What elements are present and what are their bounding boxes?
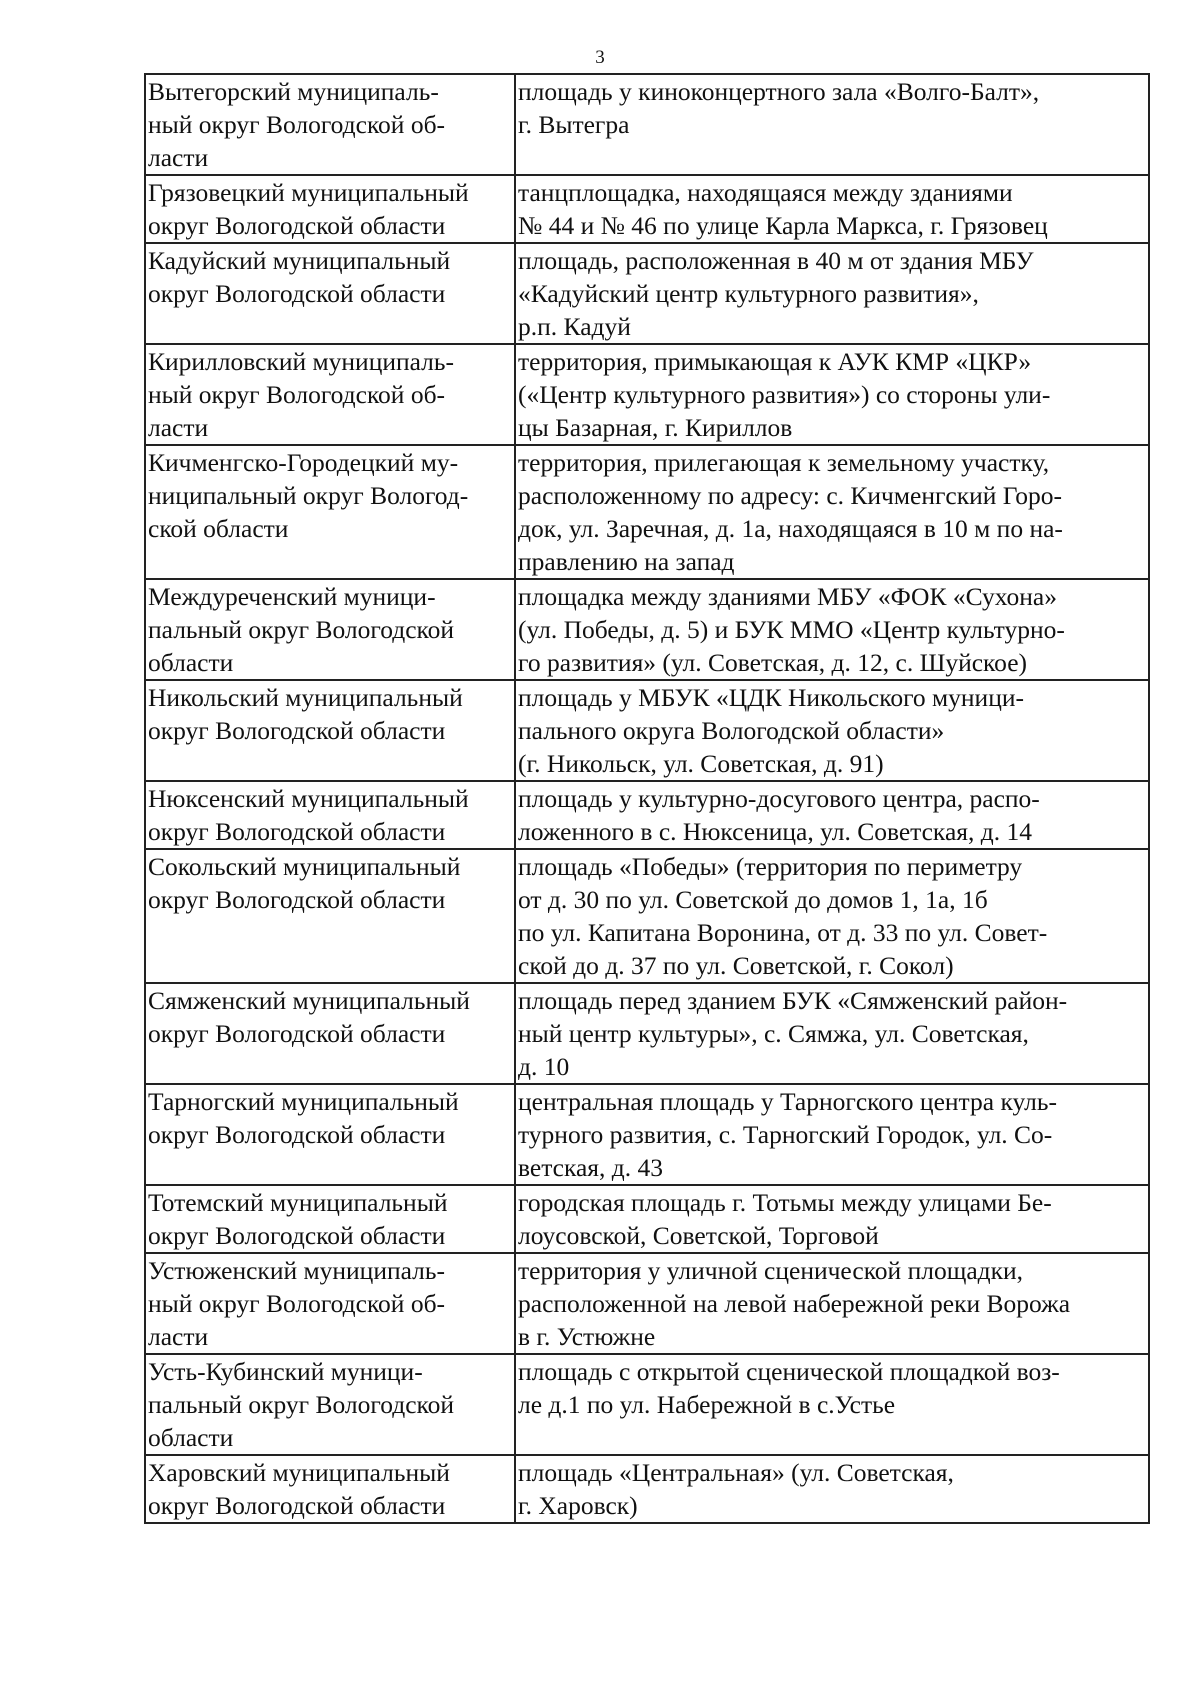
district-cell-line: Грязовецкий муниципальный [148,178,469,207]
table-row [145,1185,1149,1253]
district-cell-line: Кичменгско-Городецкий му- [148,448,459,477]
district-cell-line: Вытегорский муниципаль- [148,77,439,106]
location-cell-line: г. Вытегра [518,110,630,139]
location-cell-line: танцплощадка, находящаяся между зданиями [518,178,1013,207]
district-cell [145,983,515,1084]
district-cell-line: ный округ Вологодской об- [148,1289,446,1318]
location-cell-line: пального округа Вологодской области» [518,716,945,745]
location-cell-line: в г. Устюжне [518,1322,656,1351]
location-cell-line: от д. 30 по ул. Советской до домов 1, 1а, 1б [518,885,988,914]
location-cell-line: расположенной на левой набережной реки Ворожа [518,1289,1071,1318]
district-cell-line: округ Вологодской области [148,1019,446,1048]
location-cell-line: расположенному по адресу: с. Кичменгский Горо- [518,481,1063,510]
location-cell-line: площадь у МБУК «ЦДК Никольского муници- [518,683,1024,712]
district-cell-line: ласти [148,1322,209,1351]
district-cell-line: Кирилловский муниципаль- [148,347,455,376]
location-cell-line: ветская, д. 43 [518,1153,664,1182]
district-cell [145,680,515,781]
location-cell-line: док, ул. Заречная, д. 1а, находящаяся в 10 м по на- [518,514,1063,543]
district-cell-line: Сямженский муниципальный [148,986,470,1015]
table-row [145,781,1149,849]
location-cell [515,781,1149,849]
location-cell-line: территория у уличной сценической площадки, [518,1256,1024,1285]
district-cell [145,1084,515,1185]
location-cell-line: площадь, расположенная в 40 м от здания МБУ [518,246,1034,275]
location-cell-line: лоусовской, Советской, Торговой [518,1221,879,1250]
location-cell [515,74,1149,175]
location-cell-line: площадь перед зданием БУК «Сямженский район- [518,986,1068,1015]
district-cell-line: Междуреченский муници- [148,582,436,611]
district-cell-line: Сокольский муниципальный [148,852,461,881]
table-row [145,243,1149,344]
table-row [145,1354,1149,1455]
district-cell-line: Никольский муниципальный [148,683,463,712]
location-cell-line: р.п. Кадуй [518,312,631,341]
table-row [145,579,1149,680]
location-cell-line: площадь с открытой сценической площадкой воз- [518,1357,1060,1386]
district-cell-line: Кадуйский муниципальный [148,246,451,275]
location-cell-line: д. 10 [518,1052,570,1081]
district-cell-line: области [148,648,234,677]
district-cell-line: ниципальный округ Вологод- [148,481,469,510]
table-row [145,445,1149,579]
location-cell [515,344,1149,445]
location-cell-line: площадь у киноконцертного зала «Волго-Балт», [518,77,1040,106]
location-cell [515,1084,1149,1185]
district-cell-line: ный округ Вологодской об- [148,110,446,139]
location-cell [515,1185,1149,1253]
location-cell [515,680,1149,781]
location-cell [515,1354,1149,1455]
location-cell-line: площадь «Победы» (территория по периметру [518,852,1023,881]
district-cell-line: ласти [148,143,209,172]
table-row [145,849,1149,983]
location-cell [515,445,1149,579]
district-cell [145,1354,515,1455]
location-cell-line: городская площадь г. Тотьмы между улицами Бе- [518,1188,1052,1217]
district-cell-line: Усть-Кубинский муници- [148,1357,423,1386]
venues-table [144,73,1150,1524]
table-row [145,175,1149,243]
location-cell [515,1253,1149,1354]
district-cell [145,579,515,680]
location-cell-line: «Кадуйский центр культурного развития», [518,279,979,308]
table-row [145,1084,1149,1185]
location-cell-line: центральная площадь у Тарногского центра куль- [518,1087,1057,1116]
district-cell [145,243,515,344]
district-cell [145,344,515,445]
location-cell [515,175,1149,243]
location-cell-line: ный центр культуры», с. Сямжа, ул. Советская, [518,1019,1029,1048]
location-cell-line: территория, примыкающая к АУК КМР «ЦКР» [518,347,1032,376]
district-cell-line: Тотемский муниципальный [148,1188,448,1217]
district-cell [145,445,515,579]
location-cell-line: площадь «Центральная» (ул. Советская, [518,1458,954,1487]
district-cell-line: округ Вологодской области [148,279,446,308]
location-cell [515,243,1149,344]
location-cell-line: г. Харовск) [518,1491,638,1520]
district-cell [145,1253,515,1354]
page-number: 3 [595,47,605,68]
district-cell [145,74,515,175]
district-cell [145,1185,515,1253]
district-cell [145,781,515,849]
district-cell-line: округ Вологодской области [148,1491,446,1520]
location-cell [515,579,1149,680]
district-cell-line: ный округ Вологодской об- [148,380,446,409]
location-cell-line: цы Базарная, г. Кириллов [518,413,793,442]
district-cell-line: ской области [148,514,289,543]
district-cell-line: Нюксенский муниципальный [148,784,469,813]
table-row [145,344,1149,445]
location-cell-line: территория, прилегающая к земельному участку, [518,448,1050,477]
table-row [145,680,1149,781]
location-cell-line: го развития» (ул. Советская, д. 12, с. Шуйское) [518,648,1028,677]
district-cell-line: округ Вологодской области [148,1221,446,1250]
location-cell-line: правлению на запад [518,547,735,576]
location-cell [515,1455,1149,1523]
district-cell [145,1455,515,1523]
district-cell-line: округ Вологодской области [148,716,446,745]
location-cell-line: («Центр культурного развития») со стороны ули- [518,380,1051,409]
location-cell [515,849,1149,983]
location-cell-line: (ул. Победы, д. 5) и БУК ММО «Центр культурно- [518,615,1065,644]
district-cell [145,175,515,243]
location-cell-line [518,1421,1146,1454]
venues-table-body [145,74,1149,1523]
table-row [145,983,1149,1084]
district-cell-line: округ Вологодской области [148,817,446,846]
district-cell-line: области [148,1423,234,1452]
location-cell-line: площадка между зданиями МБУ «ФОК «Сухона» [518,582,1057,611]
district-cell [145,849,515,983]
district-cell-line: ласти [148,413,209,442]
district-cell-line: округ Вологодской области [148,1120,446,1149]
district-cell-line: пальный округ Вологодской [148,615,454,644]
location-cell-line: площадь у культурно-досугового центра, распо- [518,784,1040,813]
location-cell-line: ле д.1 по ул. Набережной в с.Устье [518,1390,896,1419]
location-cell-line: по ул. Капитана Воронина, от д. 33 по ул. Совет- [518,918,1048,947]
district-cell-line: пальный округ Вологодской [148,1390,454,1419]
district-cell-line: Харовский муниципальный [148,1458,450,1487]
location-cell-line: ложенного в с. Нюксеница, ул. Советская, д. 14 [518,817,1032,846]
table-row [145,1455,1149,1523]
location-cell-line: № 44 и № 46 по улице Карла Маркса, г. Грязовец [518,211,1048,240]
table-row [145,74,1149,175]
location-cell [515,983,1149,1084]
location-cell-line [518,141,1146,174]
location-cell-line: (г. Никольск, ул. Советская, д. 91) [518,749,884,778]
district-cell-line: Устюженский муниципаль- [148,1256,445,1285]
location-cell-line: ской до д. 37 по ул. Советской, г. Сокол) [518,951,954,980]
district-cell-line: округ Вологодской области [148,885,446,914]
location-cell-line: турного развития, с. Тарногский Городок, ул. Со- [518,1120,1053,1149]
district-cell-line: Тарногский муниципальный [148,1087,459,1116]
district-cell-line: округ Вологодской области [148,211,446,240]
table-row [145,1253,1149,1354]
